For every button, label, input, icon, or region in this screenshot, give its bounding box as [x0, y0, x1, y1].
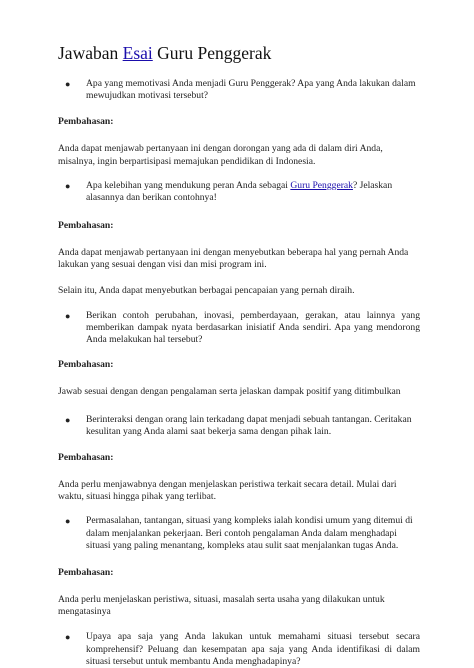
page-title	[58, 42, 420, 64]
bullet-icon: ●	[65, 310, 71, 321]
pembahasan-label: Pembahasan:	[58, 359, 114, 371]
pembahasan-label: Pembahasan:	[58, 567, 114, 579]
question-text-end: ? Jelaskan alasannya dan berikan contohnya!	[86, 179, 393, 204]
answer-paragraph: Jawab sesuai dengan dengan pengalaman serta jelaskan dampak positif yang ditimbulkan	[58, 386, 401, 398]
title-text: Jawaban	[58, 43, 123, 63]
bullet-icon: ●	[65, 414, 71, 425]
document-page	[58, 42, 420, 668]
pembahasan-label: Pembahasan:	[58, 452, 114, 464]
answer-paragraph: Selain itu, Anda dapat menyebutkan berbagai pencapaian yang pernah diraih.	[58, 284, 355, 296]
title-link-esai[interactable]: Esai	[122, 43, 153, 63]
question-1	[58, 78, 420, 102]
question-3	[58, 310, 420, 347]
question-text: Apa yang memotivasi Anda menjadi Guru Penggerak? Apa yang Anda lakukan dalam mewujudkan motivasi tersebut?	[86, 78, 416, 102]
question-text: Permasalahan, tantangan, situasi yang kompleks ialah kondisi umum yang ditemui di dalam menjalankan pekerjaan. Beri contoh pengalaman Anda dalam menghadapi situasi yang paling menantang, kompleks atau sulit saat menjalankan tugas Anda.	[86, 515, 413, 551]
question-text: Berikan contoh perubahan, inovasi, pemberdayaan, gerakan, atau lainnya yang memberikan dampak nyata berdasarkan inisiatif Anda sendiri. Apa yang mendorong Anda melakukan hal tersebut?	[86, 309, 420, 346]
pembahasan-label: Pembahasan:	[58, 220, 114, 232]
question-2	[58, 180, 420, 204]
bullet-icon: ●	[65, 79, 71, 89]
answer-paragraph: Anda perlu menjelaskan peristiwa, situasi, masalah serta usaha yang dilakukan untuk mengatasinya	[58, 594, 385, 618]
bullet-icon: ●	[65, 516, 71, 527]
question-text: Apa kelebihan yang mendukung peran Anda sebagai	[86, 179, 291, 191]
answer-paragraph: Anda perlu menjawabnya dengan menjelaskan peristiwa terkait secara detail. Mulai dari waktu, situasi hingga pihak yang terlibat.	[58, 479, 397, 503]
title-text-end: Guru Penggerak	[152, 43, 272, 63]
bullet-icon: ●	[65, 632, 71, 643]
question-text: Upaya apa saja yang Anda lakukan untuk memahami situasi tersebut secara komprehensif? Peluang dan kesempatan apa saja yang Anda identifikasi di dalam situasi tersebut untuk membantu Anda menghadapinya?	[86, 631, 420, 667]
question-text: Berinteraksi dengan orang lain terkadang dapat menjadi sebuah tantangan. Ceritakan kesulitan yang Anda alami saat bekerja sama dengan pihak lain.	[86, 413, 412, 437]
pembahasan-label: Pembahasan:	[58, 116, 114, 128]
question-4	[58, 414, 420, 438]
answer-paragraph: Anda dapat menjawab pertanyaan ini dengan menyebutkan beberapa hal yang pernah Anda lakukan yang sesuai dengan visi dan misi program ini.	[58, 247, 409, 271]
question-5	[58, 515, 420, 552]
guru-penggerak-link[interactable]: Guru Penggerak	[290, 179, 353, 191]
bullet-icon: ●	[65, 180, 71, 191]
answer-paragraph: Anda dapat menjawab pertanyaan ini dengan dorongan yang ada di dalam diri Anda, misalnya, ingin berpartisipasi memajukan pendidikan di Indonesia.	[58, 143, 383, 167]
question-6	[58, 631, 420, 668]
